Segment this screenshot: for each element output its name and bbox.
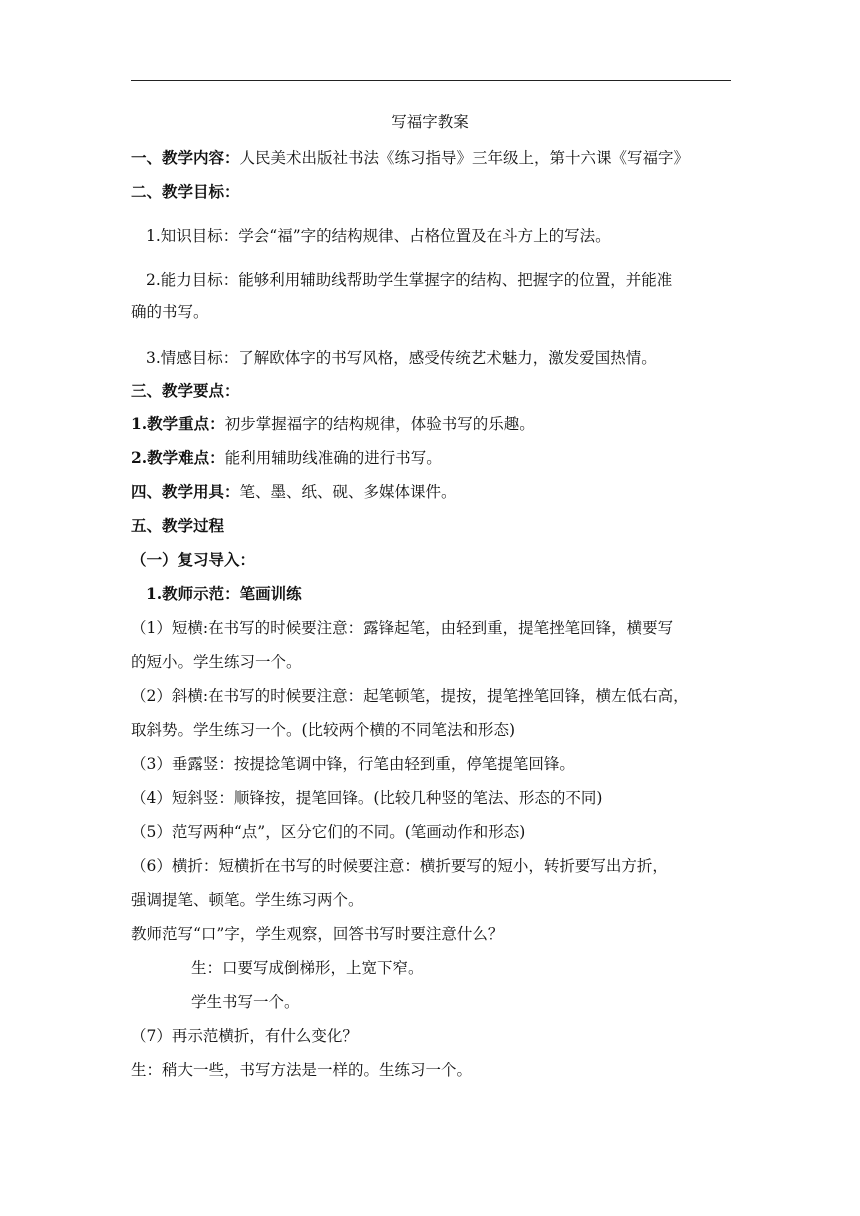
stroke-item-7: （7）再示范横折，有什么变化？ bbox=[131, 1027, 358, 1045]
header-rule bbox=[131, 80, 731, 81]
section-heading: 二、教学目标： bbox=[131, 182, 240, 201]
stroke-item-6-line2: 强调提笔、顿笔。学生练习两个。 bbox=[131, 891, 364, 909]
stroke-item-6-line1: （6）横折：短横折在书写的时候要注意：横折要写的短小，转折要写出方折， bbox=[131, 857, 668, 875]
section-text: 笔、墨、纸、砚、多媒体课件。 bbox=[239, 483, 457, 501]
stroke-item-1-line1: （1）短横:在书写的时候要注意：露锋起笔，由轻到重，提笔挫笔回锋，横要写 bbox=[131, 619, 674, 637]
teacher-question: 教师范写“口”字，学生观察，回答书写时要注意什么？ bbox=[131, 925, 504, 943]
section-text: 人民美术出版社书法《练习指导》三年级上，第十六课《写福字》 bbox=[239, 149, 690, 167]
section-tools bbox=[131, 482, 731, 502]
difficult-point bbox=[131, 448, 731, 468]
subsection-heading: （一）复习导入： bbox=[131, 550, 256, 569]
stroke-item-3: （3）垂露竖：按提捻笔调中锋，行笔由轻到重，停笔提笔回锋。 bbox=[131, 755, 575, 773]
section-content bbox=[131, 148, 731, 168]
student-answer: 生：口要写成倒梯形，上宽下窄。 bbox=[191, 959, 424, 977]
stroke-item-1-line2: 的短小。学生练习一个。 bbox=[131, 653, 302, 671]
section-heading: 四、教学用具： bbox=[131, 482, 240, 501]
stroke-item-2-line1: （2）斜横:在书写的时候要注意：起笔顿笔，提按，提笔挫笔回锋，横左低右高， bbox=[131, 687, 689, 705]
section-heading: 五、教学过程 bbox=[131, 516, 225, 535]
student-answer: 生：稍大一些，书写方法是一样的。生练习一个。 bbox=[131, 1061, 473, 1079]
stroke-item-4: （4）短斜竖：顺锋按，提笔回锋。(比较几种竖的笔法、形态的不同) bbox=[131, 789, 603, 807]
difficult-point-label: 2.教学难点： bbox=[131, 448, 225, 467]
goal-knowledge: 1.知识目标：学会“福”字的结构规律、占格位置及在斗方上的写法。 bbox=[146, 227, 611, 245]
key-point-text: 初步掌握福字的结构规律，体验书写的乐趣。 bbox=[224, 415, 535, 433]
section-heading: 一、教学内容： bbox=[131, 148, 240, 167]
difficult-point-text: 能利用辅助线准确的进行书写。 bbox=[224, 449, 442, 467]
stroke-item-2-line2: 取斜势。学生练习一个。(比较两个横的不同笔法和形态) bbox=[131, 721, 516, 739]
stroke-item-5: （5）范写两种“点”，区分它们的不同。(笔画动作和形态) bbox=[131, 823, 526, 841]
key-point bbox=[131, 414, 731, 434]
student-practice: 学生书写一个。 bbox=[191, 993, 300, 1011]
key-point-label: 1.教学重点： bbox=[131, 414, 225, 433]
goal-emotion: 3.情感目标：了解欧体字的书写风格，感受传统艺术魅力，激发爱国热情。 bbox=[146, 349, 657, 367]
document-title: 写福字教案 bbox=[391, 113, 469, 131]
demo-heading: 1.教师示范：笔画训练 bbox=[146, 584, 302, 603]
goal-ability-line2: 确的书写。 bbox=[131, 303, 209, 321]
goal-ability-line1: 2.能力目标：能够利用辅助线帮助学生掌握字的结构、把握字的位置，并能准 bbox=[146, 271, 673, 289]
section-heading: 三、教学要点： bbox=[131, 381, 240, 400]
